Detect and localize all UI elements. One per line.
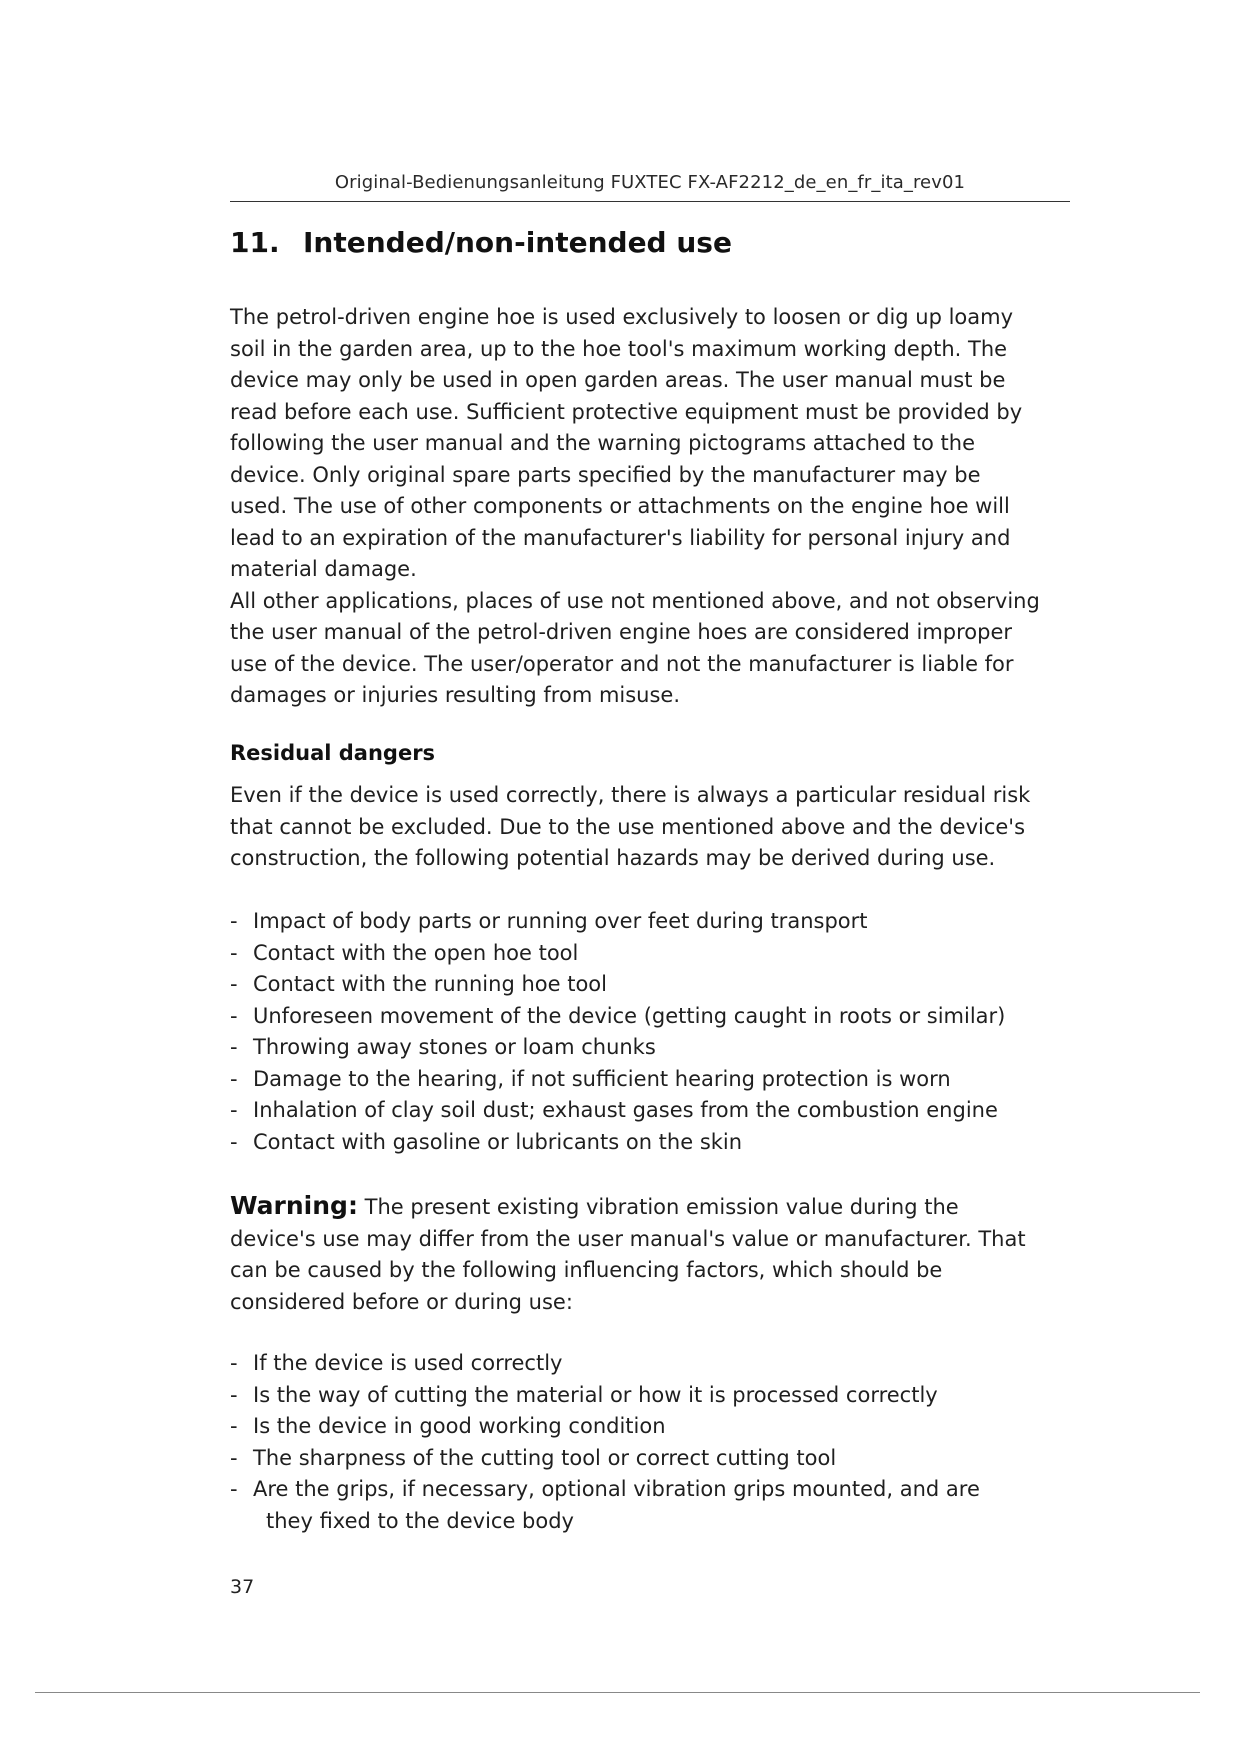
list-item: [230, 1064, 1080, 1096]
dash-bullet: -: [230, 1445, 238, 1470]
list-item-text: Is the way of cutting the material or how it is processed correctly: [253, 1382, 938, 1407]
text-line: construction, the following potential hazards may be derived during use.: [230, 846, 996, 870]
text-line: that cannot be excluded. Due to the use mentioned above and the device's: [230, 814, 1026, 839]
dash-bullet: -: [230, 1351, 238, 1375]
dash-bullet: -: [230, 1477, 238, 1501]
section-title-text: Intended/non-intended use: [303, 226, 732, 259]
list-item: [230, 1380, 1080, 1412]
text-line: read before each use. Sufficient protective equipment must be provided by: [230, 399, 1023, 424]
warning-label: Warning:: [230, 1191, 358, 1220]
list-item-text: Inhalation of clay soil dust; exhaust gases from the combustion engine: [253, 1098, 998, 1122]
dash-bullet: -: [230, 1066, 238, 1091]
section-title: [230, 226, 732, 259]
list-item-continuation: they fixed to the device body: [266, 1508, 574, 1533]
text-line: All other applications, places of use not mentioned above, and not observing: [230, 588, 1040, 613]
text-line: device's use may differ from the user manual's value or manufacturer. That: [230, 1226, 1026, 1251]
list-item-text: Contact with gasoline or lubricants on the skin: [253, 1129, 743, 1154]
list-item-text: Throwing away stones or loam chunks: [253, 1035, 656, 1059]
text-line: lead to an expiration of the manufacturer's liability for personal injury and: [230, 525, 1011, 550]
text-line: damages or injuries resulting from misuse.: [230, 683, 681, 707]
list-item-text: The sharpness of the cutting tool or correct cutting tool: [253, 1445, 837, 1470]
text-line: device. Only original spare parts specified by the manufacturer may be: [230, 462, 981, 487]
list-item: [230, 906, 1080, 938]
list-item-text: Damage to the hearing, if not sufficient hearing protection is worn: [253, 1066, 951, 1091]
list-item-text: Is the device in good working condition: [253, 1414, 666, 1438]
warning-paragraph: [230, 1190, 1080, 1318]
hazard-list: [230, 906, 1080, 1158]
page-number: 37: [230, 1576, 255, 1598]
list-item: [230, 969, 1080, 1001]
list-item: [230, 1001, 1080, 1033]
list-item-text: Impact of body parts or running over feet during transport: [253, 909, 868, 933]
text-line: can be caused by the following influencing factors, which should be: [230, 1258, 943, 1282]
list-item: [230, 938, 1080, 970]
dash-bullet: -: [230, 1129, 238, 1154]
dash-bullet: -: [230, 940, 238, 965]
list-item: [230, 1348, 1080, 1380]
dash-bullet: -: [230, 1035, 238, 1059]
dash-bullet: -: [230, 1382, 238, 1407]
intro-paragraph: [230, 302, 1080, 712]
list-item: [230, 1411, 1080, 1443]
dash-bullet: -: [230, 909, 238, 933]
text-line: device may only be used in open garden areas. The user manual must be: [230, 368, 1006, 392]
text-line: following the user manual and the warning pictograms attached to the: [230, 431, 976, 455]
influencing-factors-list: [230, 1348, 1080, 1537]
text-line: considered before or during use:: [230, 1289, 573, 1314]
dash-bullet: -: [230, 1098, 238, 1122]
list-item-text: Unforeseen movement of the device (getting caught in roots or similar): [253, 1003, 1006, 1028]
list-item-text: Contact with the open hoe tool: [253, 940, 579, 965]
list-item: [230, 1127, 1080, 1159]
warning-first-line: [230, 1190, 1080, 1224]
list-item: [230, 1095, 1080, 1127]
warning-first-line-text: The present existing vibration emission value during the: [357, 1195, 959, 1219]
text-line: use of the device. The user/operator and not the manufacturer is liable for: [230, 651, 1014, 676]
list-item-text: Are the grips, if necessary, optional vibration grips mounted, and are: [253, 1477, 980, 1501]
list-item: [230, 1474, 1080, 1537]
residual-paragraph: [230, 780, 1080, 875]
residual-dangers-heading: Residual dangers: [230, 741, 436, 765]
dash-bullet: -: [230, 972, 238, 996]
list-item-text: If the device is used correctly: [253, 1351, 563, 1375]
text-line: soil in the garden area, up to the hoe tool's maximum working depth. The: [230, 336, 1008, 361]
list-item: [230, 1443, 1080, 1475]
list-item: [230, 1032, 1080, 1064]
running-header: Original-Bedienungsanleitung FUXTEC FX-AF2212_de_en_fr_ita_rev01: [334, 172, 966, 193]
dash-bullet: -: [230, 1003, 238, 1028]
text-line: the user manual of the petrol-driven engine hoes are considered improper: [230, 620, 1013, 644]
text-line: The petrol-driven engine hoe is used exclusively to loosen or dig up loamy: [230, 305, 1014, 329]
dash-bullet: -: [230, 1414, 238, 1438]
footer-divider: [35, 1692, 1200, 1693]
text-line: Even if the device is used correctly, there is always a particular residual risk: [230, 783, 1031, 807]
section-number: 11.: [230, 226, 280, 259]
text-line: material damage.: [230, 557, 417, 581]
header-divider: [230, 201, 1070, 202]
text-line: used. The use of other components or attachments on the engine hoe will: [230, 494, 1010, 518]
list-item-text: Contact with the running hoe tool: [253, 972, 607, 996]
